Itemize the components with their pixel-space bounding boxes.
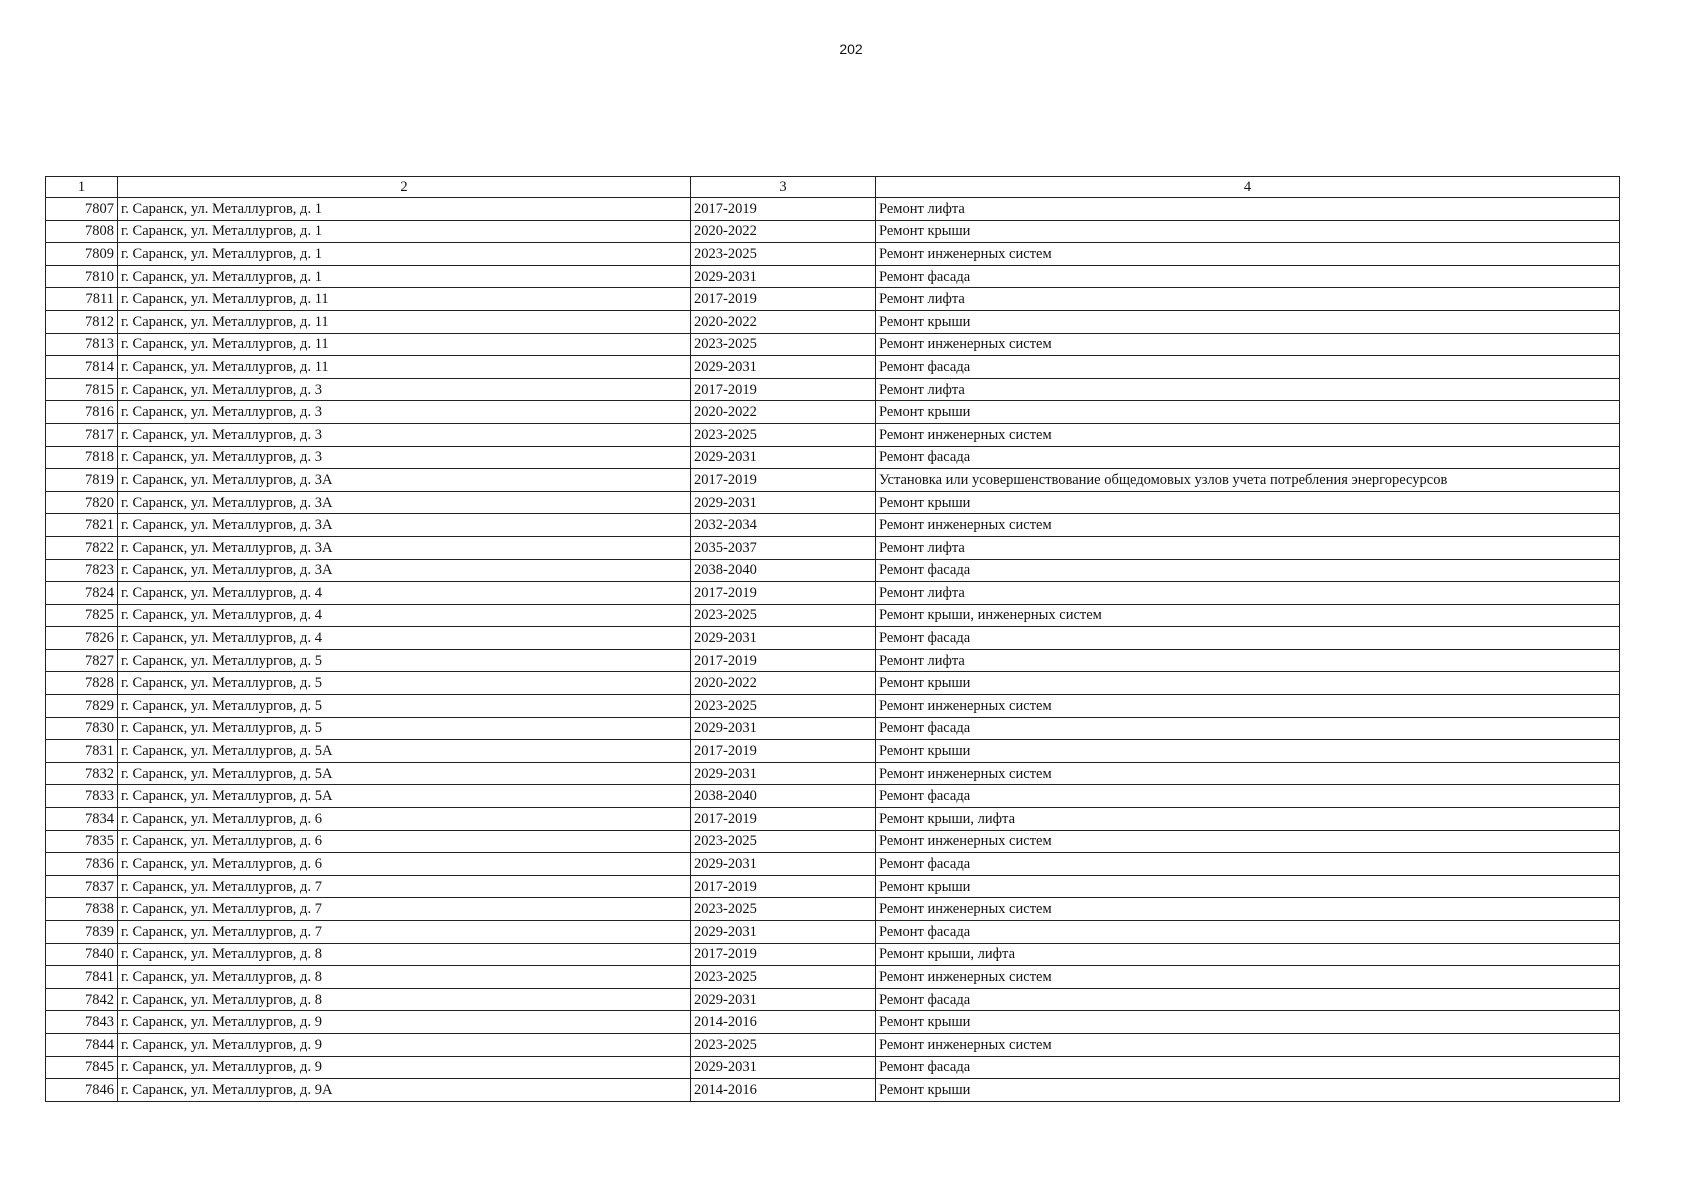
row-number-cell: 7817 [46,423,118,446]
period-cell: 2023-2025 [691,604,876,627]
row-number-cell: 7838 [46,898,118,921]
period-cell: 2023-2025 [691,333,876,356]
work-type-cell: Ремонт фасада [876,265,1620,288]
period-cell: 2029-2031 [691,265,876,288]
address-cell: г. Саранск, ул. Металлургов, д. 8 [118,943,691,966]
table-row [46,243,1620,266]
period-cell: 2029-2031 [691,1056,876,1079]
period-cell: 2029-2031 [691,988,876,1011]
row-number-cell: 7834 [46,808,118,831]
row-number-cell: 7823 [46,559,118,582]
row-number-cell: 7812 [46,310,118,333]
period-cell: 2038-2040 [691,785,876,808]
row-number-cell: 7810 [46,265,118,288]
header-col-3: 3 [691,177,876,198]
address-cell: г. Саранск, ул. Металлургов, д. 3 [118,401,691,424]
work-type-cell: Ремонт инженерных систем [876,830,1620,853]
table-row [46,875,1620,898]
table-row [46,333,1620,356]
work-type-cell: Ремонт лифта [876,288,1620,311]
period-cell: 2038-2040 [691,559,876,582]
period-cell: 2023-2025 [691,1033,876,1056]
table-row [46,356,1620,379]
address-cell: г. Саранск, ул. Металлургов, д. 9 [118,1056,691,1079]
period-cell: 2017-2019 [691,198,876,221]
table-row [46,740,1620,763]
row-number-cell: 7821 [46,514,118,537]
table-row [46,627,1620,650]
address-cell: г. Саранск, ул. Металлургов, д. 5А [118,785,691,808]
period-cell: 2020-2022 [691,220,876,243]
row-number-cell: 7844 [46,1033,118,1056]
period-cell: 2023-2025 [691,898,876,921]
row-number-cell: 7820 [46,491,118,514]
work-type-cell: Ремонт лифта [876,378,1620,401]
work-type-cell: Ремонт крыши, лифта [876,943,1620,966]
row-number-cell: 7824 [46,582,118,605]
row-number-cell: 7829 [46,695,118,718]
table-row [46,785,1620,808]
period-cell: 2032-2034 [691,514,876,537]
table-row [46,717,1620,740]
work-type-cell: Ремонт инженерных систем [876,898,1620,921]
address-cell: г. Саранск, ул. Металлургов, д. 3А [118,469,691,492]
address-cell: г. Саранск, ул. Металлургов, д. 11 [118,288,691,311]
work-type-cell: Ремонт инженерных систем [876,1033,1620,1056]
table-row [46,966,1620,989]
row-number-cell: 7839 [46,921,118,944]
address-cell: г. Саранск, ул. Металлургов, д. 1 [118,198,691,221]
period-cell: 2020-2022 [691,672,876,695]
row-number-cell: 7828 [46,672,118,695]
period-cell: 2017-2019 [691,943,876,966]
table-row [46,559,1620,582]
address-cell: г. Саранск, ул. Металлургов, д. 3А [118,514,691,537]
row-number-cell: 7809 [46,243,118,266]
table-row [46,943,1620,966]
table-row [46,198,1620,221]
table-row [46,469,1620,492]
row-number-cell: 7808 [46,220,118,243]
period-cell: 2029-2031 [691,762,876,785]
address-cell: г. Саранск, ул. Металлургов, д. 3 [118,378,691,401]
row-number-cell: 7818 [46,446,118,469]
row-number-cell: 7814 [46,356,118,379]
row-number-cell: 7813 [46,333,118,356]
period-cell: 2017-2019 [691,875,876,898]
address-cell: г. Саранск, ул. Металлургов, д. 11 [118,310,691,333]
row-number-cell: 7843 [46,1011,118,1034]
row-number-cell: 7836 [46,853,118,876]
address-cell: г. Саранск, ул. Металлургов, д. 5А [118,740,691,763]
period-cell: 2029-2031 [691,446,876,469]
table-row [46,536,1620,559]
row-number-cell: 7811 [46,288,118,311]
table-row [46,446,1620,469]
work-type-cell: Ремонт инженерных систем [876,514,1620,537]
table-row [46,401,1620,424]
table-row [46,604,1620,627]
address-cell: г. Саранск, ул. Металлургов, д. 5 [118,717,691,740]
table-row [46,830,1620,853]
work-type-cell: Ремонт инженерных систем [876,423,1620,446]
table-row [46,1033,1620,1056]
period-cell: 2023-2025 [691,243,876,266]
address-cell: г. Саранск, ул. Металлургов, д. 3 [118,446,691,469]
work-type-cell: Ремонт фасада [876,988,1620,1011]
address-cell: г. Саранск, ул. Металлургов, д. 8 [118,988,691,1011]
work-type-cell: Ремонт инженерных систем [876,966,1620,989]
work-type-cell: Ремонт инженерных систем [876,333,1620,356]
row-number-cell: 7837 [46,875,118,898]
address-cell: г. Саранск, ул. Металлургов, д. 9 [118,1033,691,1056]
row-number-cell: 7841 [46,966,118,989]
period-cell: 2029-2031 [691,627,876,650]
work-type-cell: Ремонт лифта [876,649,1620,672]
work-type-cell: Ремонт крыши [876,491,1620,514]
row-number-cell: 7807 [46,198,118,221]
work-type-cell: Ремонт крыши [876,220,1620,243]
period-cell: 2023-2025 [691,695,876,718]
row-number-cell: 7815 [46,378,118,401]
address-cell: г. Саранск, ул. Металлургов, д. 7 [118,921,691,944]
address-cell: г. Саранск, ул. Металлургов, д. 1 [118,265,691,288]
table-row [46,853,1620,876]
table-row [46,288,1620,311]
period-cell: 2017-2019 [691,808,876,831]
address-cell: г. Саранск, ул. Металлургов, д. 3А [118,559,691,582]
period-cell: 2017-2019 [691,649,876,672]
row-number-cell: 7832 [46,762,118,785]
address-cell: г. Саранск, ул. Металлургов, д. 3 [118,423,691,446]
address-cell: г. Саранск, ул. Металлургов, д. 1 [118,220,691,243]
address-cell: г. Саранск, ул. Металлургов, д. 7 [118,898,691,921]
work-type-cell: Ремонт инженерных систем [876,243,1620,266]
work-type-cell: Ремонт крыши [876,740,1620,763]
work-type-cell: Ремонт фасада [876,559,1620,582]
header-row [46,177,1620,198]
period-cell: 2029-2031 [691,853,876,876]
address-cell: г. Саранск, ул. Металлургов, д. 11 [118,333,691,356]
period-cell: 2023-2025 [691,423,876,446]
address-cell: г. Саранск, ул. Металлургов, д. 4 [118,604,691,627]
work-type-cell: Установка или усовершенствование общедомовых узлов учета потребления энергоресурсов [876,469,1620,492]
table-row [46,649,1620,672]
table-row [46,491,1620,514]
header-col-1: 1 [46,177,118,198]
work-type-cell: Ремонт фасада [876,356,1620,379]
work-type-cell: Ремонт крыши [876,401,1620,424]
period-cell: 2017-2019 [691,740,876,763]
table-row [46,1011,1620,1034]
table-row [46,265,1620,288]
work-type-cell: Ремонт крыши, лифта [876,808,1620,831]
table-row [46,988,1620,1011]
table-row [46,378,1620,401]
address-cell: г. Саранск, ул. Металлургов, д. 5 [118,672,691,695]
work-type-cell: Ремонт фасада [876,446,1620,469]
row-number-cell: 7830 [46,717,118,740]
table-row [46,762,1620,785]
period-cell: 2029-2031 [691,717,876,740]
period-cell: 2020-2022 [691,310,876,333]
table-row [46,808,1620,831]
period-cell: 2020-2022 [691,401,876,424]
table-row [46,695,1620,718]
work-type-cell: Ремонт лифта [876,536,1620,559]
header-col-2: 2 [118,177,691,198]
work-type-cell: Ремонт фасада [876,627,1620,650]
row-number-cell: 7846 [46,1079,118,1102]
address-cell: г. Саранск, ул. Металлургов, д. 1 [118,243,691,266]
address-cell: г. Саранск, ул. Металлургов, д. 3А [118,536,691,559]
address-cell: г. Саранск, ул. Металлургов, д. 3А [118,491,691,514]
table-row [46,582,1620,605]
row-number-cell: 7833 [46,785,118,808]
row-number-cell: 7822 [46,536,118,559]
work-type-cell: Ремонт инженерных систем [876,695,1620,718]
address-cell: г. Саранск, ул. Металлургов, д. 6 [118,830,691,853]
address-cell: г. Саранск, ул. Металлургов, д. 4 [118,582,691,605]
table-row [46,1056,1620,1079]
period-cell: 2029-2031 [691,356,876,379]
address-cell: г. Саранск, ул. Металлургов, д. 6 [118,808,691,831]
table-row [46,921,1620,944]
table-row [46,423,1620,446]
address-cell: г. Саранск, ул. Металлургов, д. 4 [118,627,691,650]
work-type-cell: Ремонт фасада [876,785,1620,808]
work-type-cell: Ремонт крыши [876,1079,1620,1102]
period-cell: 2014-2016 [691,1079,876,1102]
row-number-cell: 7816 [46,401,118,424]
period-cell: 2017-2019 [691,378,876,401]
table-row [46,672,1620,695]
work-type-cell: Ремонт крыши, инженерных систем [876,604,1620,627]
table-row [46,898,1620,921]
table-row [46,220,1620,243]
row-number-cell: 7826 [46,627,118,650]
work-type-cell: Ремонт лифта [876,582,1620,605]
table-row [46,1079,1620,1102]
address-cell: г. Саранск, ул. Металлургов, д. 9А [118,1079,691,1102]
work-type-cell: Ремонт крыши [876,1011,1620,1034]
address-cell: г. Саранск, ул. Металлургов, д. 11 [118,356,691,379]
row-number-cell: 7840 [46,943,118,966]
table-row [46,514,1620,537]
period-cell: 2014-2016 [691,1011,876,1034]
work-type-cell: Ремонт крыши [876,875,1620,898]
address-cell: г. Саранск, ул. Металлургов, д. 7 [118,875,691,898]
period-cell: 2017-2019 [691,582,876,605]
repair-schedule-table [45,176,1620,1102]
address-cell: г. Саранск, ул. Металлургов, д. 8 [118,966,691,989]
work-type-cell: Ремонт фасада [876,1056,1620,1079]
work-type-cell: Ремонт фасада [876,921,1620,944]
address-cell: г. Саранск, ул. Металлургов, д. 5 [118,649,691,672]
header-col-4: 4 [876,177,1620,198]
address-cell: г. Саранск, ул. Металлургов, д. 6 [118,853,691,876]
row-number-cell: 7831 [46,740,118,763]
period-cell: 2023-2025 [691,966,876,989]
work-type-cell: Ремонт инженерных систем [876,762,1620,785]
row-number-cell: 7835 [46,830,118,853]
row-number-cell: 7827 [46,649,118,672]
period-cell: 2017-2019 [691,288,876,311]
page-number: 202 [839,41,863,57]
period-cell: 2029-2031 [691,491,876,514]
row-number-cell: 7819 [46,469,118,492]
address-cell: г. Саранск, ул. Металлургов, д. 9 [118,1011,691,1034]
table-row [46,310,1620,333]
row-number-cell: 7845 [46,1056,118,1079]
work-type-cell: Ремонт крыши [876,672,1620,695]
address-cell: г. Саранск, ул. Металлургов, д. 5А [118,762,691,785]
work-type-cell: Ремонт лифта [876,198,1620,221]
row-number-cell: 7842 [46,988,118,1011]
work-type-cell: Ремонт фасада [876,853,1620,876]
row-number-cell: 7825 [46,604,118,627]
address-cell: г. Саранск, ул. Металлургов, д. 5 [118,695,691,718]
work-type-cell: Ремонт фасада [876,717,1620,740]
period-cell: 2017-2019 [691,469,876,492]
table-body [46,198,1620,1102]
period-cell: 2023-2025 [691,830,876,853]
work-type-cell: Ремонт крыши [876,310,1620,333]
period-cell: 2035-2037 [691,536,876,559]
period-cell: 2029-2031 [691,921,876,944]
